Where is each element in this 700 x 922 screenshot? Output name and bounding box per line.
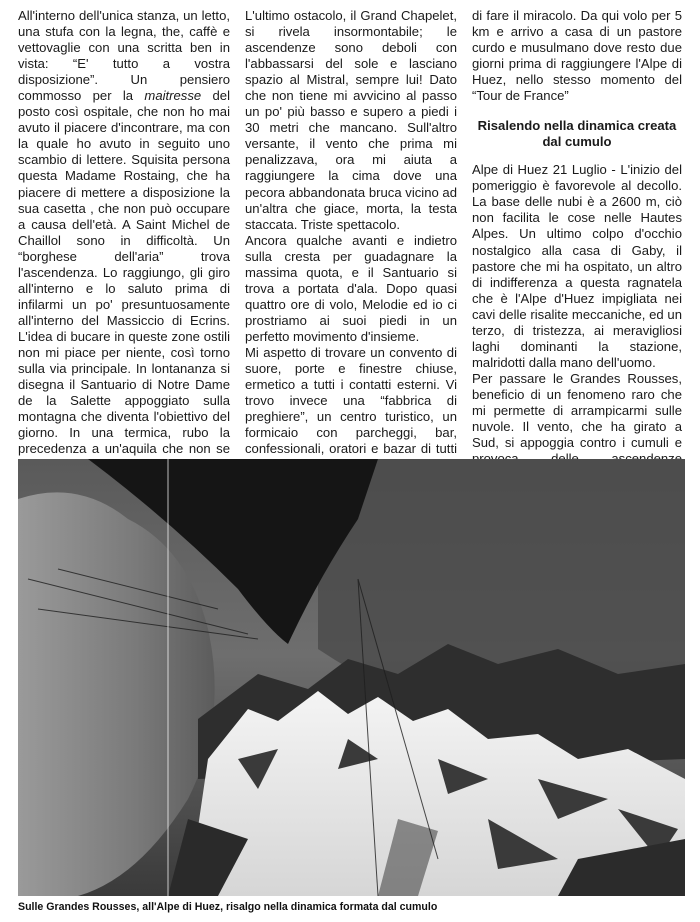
paragraph: Mi aspetto di trovare un convento di suore, porte e finestre chiuse, ermetico a tutti i contatti esterni. Vi trovo invece una “fabbrica di preghiere”, un centro turistico, un formicaio con parcheggi, bar, confessionali, oratori e bazar di tutti xyxy=(245,344,457,457)
paragraph: Per passare le Grandes Rousses, beneficio di un fenomeno raro che mi permette di arrampicarmi sulle nuvole. Il vento, che ha girato a Sud, si appoggia contro i cumuli e xyxy=(472,370,682,451)
article-column-3 xyxy=(472,8,682,499)
section-subheading: Risalendo nella dinamica creata dal cumulo xyxy=(477,118,677,150)
paragraph: Alpe di Huez 21 Luglio - L'inizio del pomeriggio è favorevole al decollo. La base delle nubi è a 2600 m, ciò non facilita le cose nelle Hautes Alpes. Un ultimo colpo d'occhio nostalgico alla casa di Gaby, il pastore che mi ha ospitato, un altro di indifferenza a questa ragnatela che è l'Alpe d'Huez impigliata nei cavi delle risalite meccaniche, ed un terzo, di tristezza, ai meravigliosi laghi dominanti la stazione, malridotti dalla mano dell'uomo. xyxy=(472,162,682,370)
text: All'interno dell'unica stanza, un letto, una stufa con la legna, the, caffè e vettovaglie con una scritta ben in vista: “E' tutto a vostra disposizione”. Un pensiero commosso per la xyxy=(18,8,230,104)
article-column-2 xyxy=(245,8,457,522)
photo-caption: Sulle Grandes Rousses, all'Alpe di Huez, risalgo nella dinamica formata dal cumulo xyxy=(18,901,438,913)
text: del posto così ospitale, che non ho mai avuto il piacere d'incontrare, ma con la quale ho avuto in seguito uno scambio di lettere. Squisita persona questa Madame Rostaing, che ha piacere di mettere a disposizione la sua casetta , che non può occupare a causa dell'età. A Saint Michel de Chaillol sono in difficoltà. Un “borghese dell'aria” trova l'ascendenza. Lo raggiungo, gli giro all'interno e lo saluto prima di infilarmi un po' presuntuosamente all'interno del Massiccio di Ecrins. L'idea di bucare in queste zone ostili non mi piace per niente, così torno sulla via principale. In lontananza si disegna il Santuario di Notre Dame de la Salette appoggiato sulla montagna che diventa l'obiettivo del giorno. In una termica, rubo la precedenza a un'aquila che non se xyxy=(18,88,230,457)
paragraph: di fare il miracolo. Da qui volo per 5 km e arrivo a casa di un pastore curdo e musulmano dove resto due giorni prima di raggiungere l'Alpe di Huez, nello stesso momento del “Tour de France” xyxy=(472,8,682,104)
paragraph: Ancora qualche avanti e indietro sulla cresta per guadagnare la massima quota, e il Santuario si trova a portata d'ala. Dopo quasi quattro ore di volo, Melodie ed io ci prostriamo ai suoi piedi in un perfetto movimento d'insieme. xyxy=(245,232,457,344)
paragraph: L'ultimo ostacolo, il Grand Chapelet, si rivela insormontabile; le ascendenze sono deboli con l'abbassarsi del sole e lasciano spazio al Mistral, sempre lui! Dato che non tiene mi avvicino al passo un po' più basso e supero a piedi i 30 metri che mancano. Sull'altro versante, il vento che prima mi penalizzava, ora mi aiuta a raggiungere la cima dove una pecora abbandonata bruca vicino ad un'altra che giace, morta, la testa staccata. Triste spettacolo. xyxy=(245,8,457,232)
photo-illustration xyxy=(18,459,685,896)
paragraph xyxy=(18,8,230,505)
article-column-1 xyxy=(18,8,230,522)
photograph-paraglider-over-mountains xyxy=(18,459,685,896)
emphasis-text: maitresse xyxy=(144,88,202,104)
